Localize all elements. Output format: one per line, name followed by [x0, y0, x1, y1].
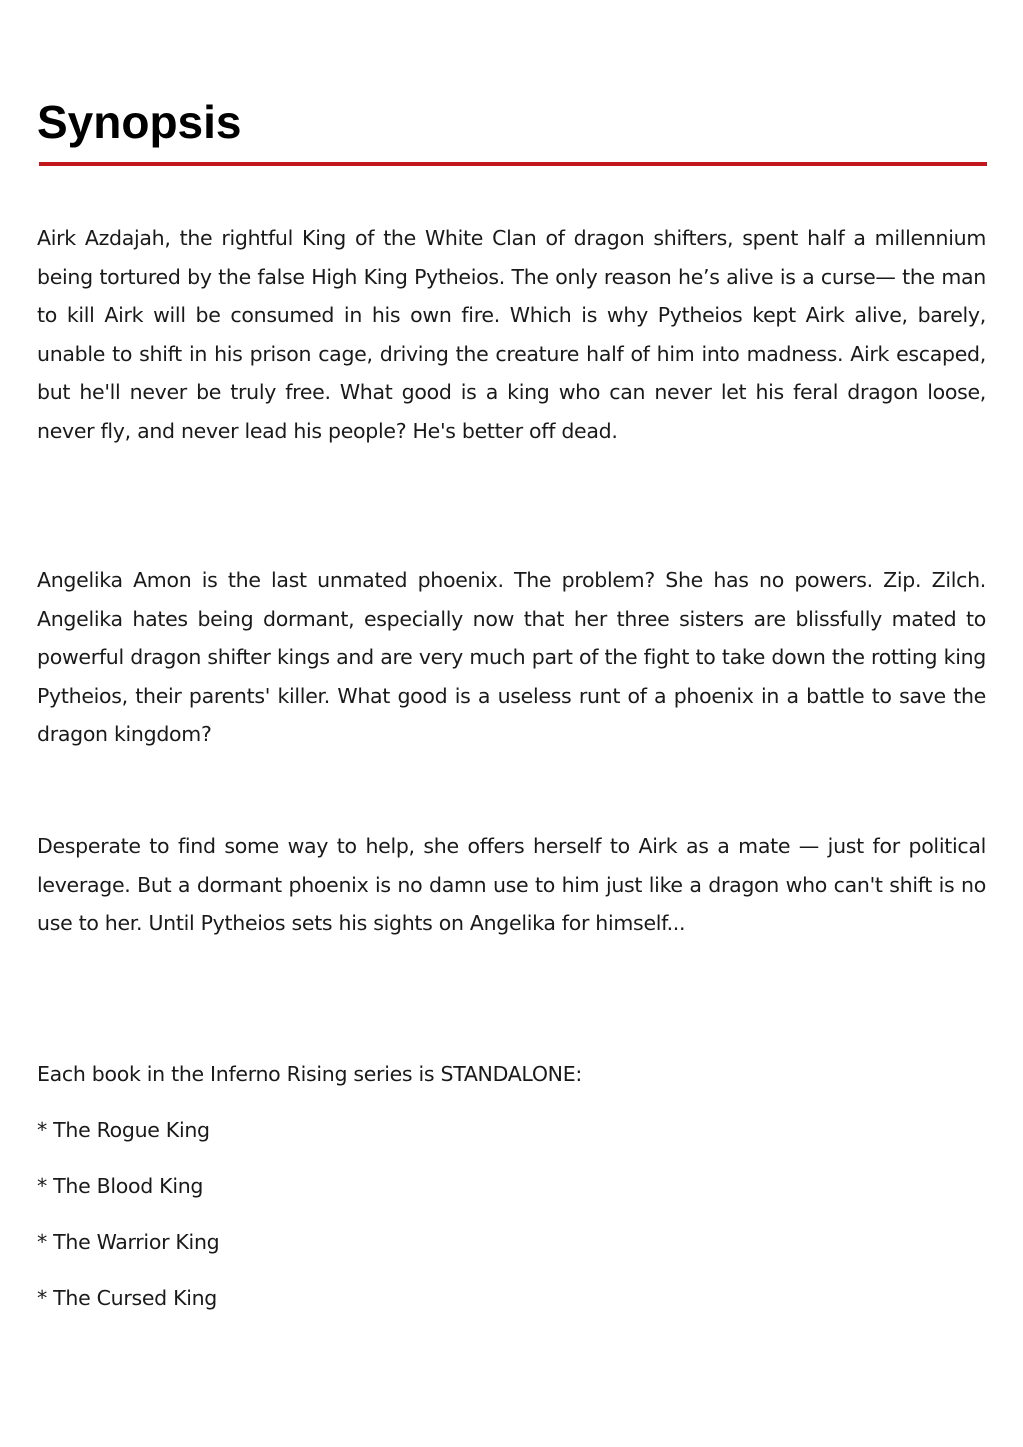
book-list-item: * The Warrior King — [37, 1230, 220, 1254]
book-list-item: * The Rogue King — [37, 1118, 210, 1142]
title-underline — [39, 162, 987, 166]
page-title: Synopsis — [37, 96, 242, 148]
synopsis-paragraph: Airk Azdajah, the rightful King of the White Clan of dragon shifters, spent half a millennium being tortured by the false High King Pytheios. The only reason he’s alive is a curse— the man to kill Airk will be consumed in his own fire. Which is why Pytheios kept Airk alive, barely, unable to shift in his prison cage, driving the creature half of him into madness. Airk escaped, but he'll never be truly free. What good is a king who can never let his feral dragon loose, never fly, and never lead his people? He's better off dead. — [37, 226, 986, 443]
book-list-item: * The Blood King — [37, 1174, 204, 1198]
book-list-item: * The Cursed King — [37, 1286, 218, 1310]
synopsis-paragraph: Desperate to find some way to help, she offers herself to Airk as a mate — just for political leverage. But a dormant phoenix is no damn use to him just like a dragon who can't shift is no use to her. Until Pytheios sets his sights on Angelika for himself... — [37, 834, 986, 935]
synopsis-paragraph: Angelika Amon is the last unmated phoenix. The problem? She has no powers. Zip. Zilch. Angelika hates being dormant, especially now that her three sisters are blissfully mated to powerful dragon shifter kings and are very much part of the fight to take down the rotting king Pytheios, their parents' killer. What good is a useless runt of a phoenix in a battle to save the dragon kingdom? — [37, 568, 986, 746]
series-intro: Each book in the Inferno Rising series is STANDALONE: — [37, 1062, 582, 1086]
